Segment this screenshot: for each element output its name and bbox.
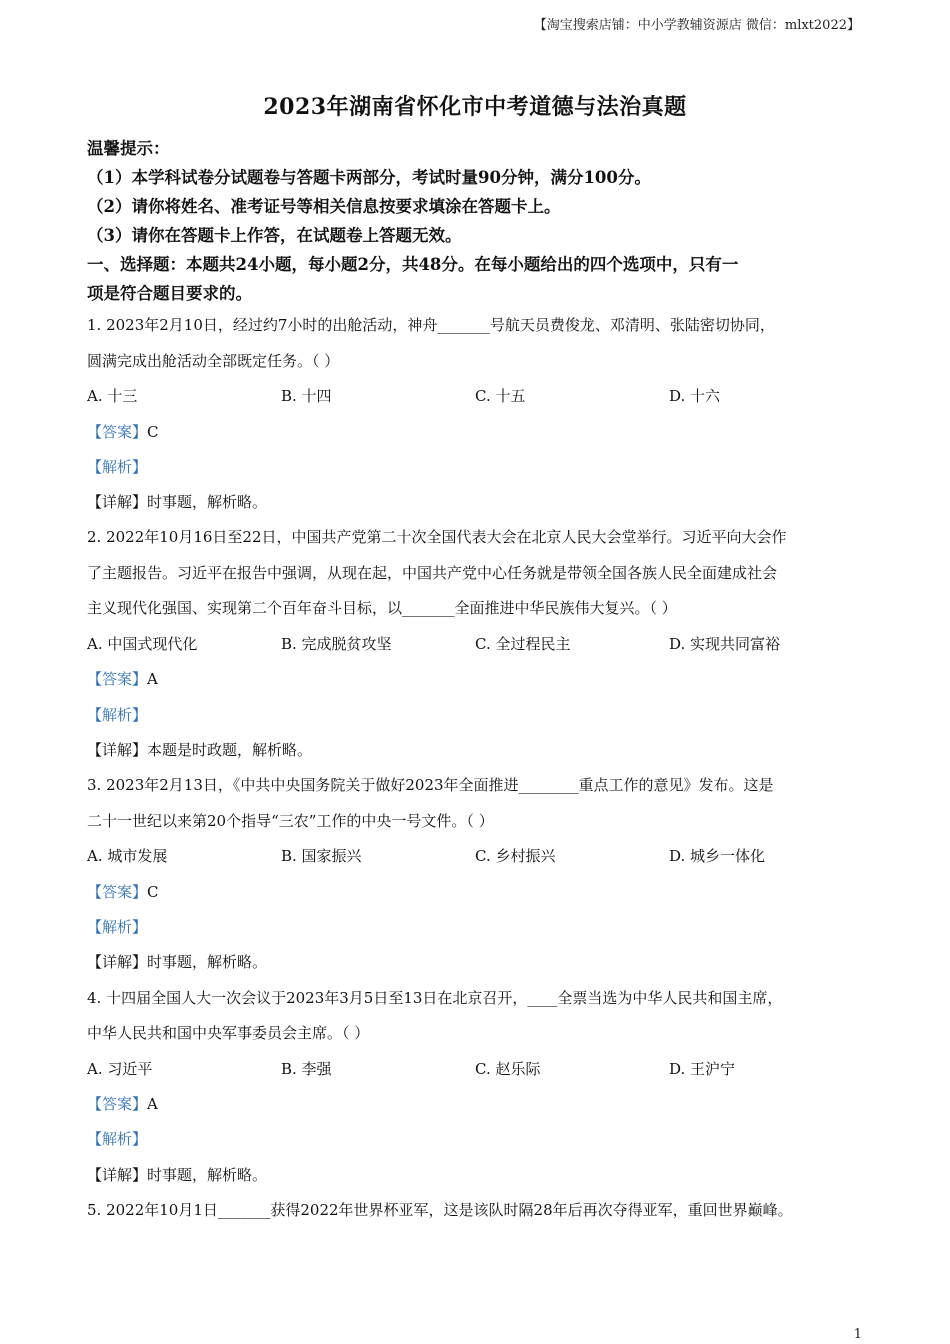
option-a: A. 十三 <box>87 387 138 405</box>
page-number: 1 <box>853 1327 862 1342</box>
analysis-row <box>87 1122 877 1157</box>
detail-row <box>87 1158 877 1193</box>
question-3 <box>87 768 877 980</box>
option-c: C. 赵乐际 <box>475 1059 541 1078</box>
detail-row <box>87 485 877 520</box>
question-text: 主义现代化强国、实现第二个百年奋斗目标，以_______全面推进中华民族伟大复兴。（ ） <box>87 599 677 618</box>
question-text: 1. 2023年2月10日，经过约7小时的出舱活动，神舟_______号航天员费俊龙、邓清明、张陆密切协同， <box>87 316 775 334</box>
page-title: 2023年湖南省怀化市中考道德与法治真题 <box>263 94 687 120</box>
detail-text: 时事题，解析略。 <box>147 493 268 512</box>
option-a: A. 中国式现代化 <box>87 634 198 653</box>
answer-value: A <box>147 670 158 689</box>
document-content <box>87 134 877 1229</box>
option-b: B. 李强 <box>281 1059 332 1078</box>
answer-row <box>87 875 877 910</box>
option-c: C. 十五 <box>475 387 526 405</box>
answer-value: A <box>147 1095 158 1114</box>
answer-label: 【答案】 <box>87 422 148 441</box>
detail-text: 本题是时政题，解析略。 <box>147 740 313 759</box>
answer-value: C <box>147 882 159 901</box>
option-b: B. 国家振兴 <box>281 847 362 866</box>
answer-row <box>87 415 877 450</box>
tip-item: （2）请你将姓名、准考证号等相关信息按要求填涂在答题卡上。 <box>87 197 561 216</box>
section-heading: 项是符合题目要求的。 <box>87 284 252 303</box>
analysis-label: 【解析】 <box>87 918 148 937</box>
answer-label: 【答案】 <box>87 882 148 901</box>
question-text: 2. 2022年10月16日至22日，中国共产党第二十次全国代表大会在北京人民大会堂举行。习近平向大会作 <box>87 528 787 547</box>
option-d: D. 王沪宁 <box>669 1059 736 1078</box>
option-a: A. 习近平 <box>87 1059 153 1078</box>
detail-row <box>87 945 877 980</box>
option-b: B. 完成脱贫攻坚 <box>281 634 392 653</box>
option-a: A. 城市发展 <box>87 847 168 866</box>
option-d: D. 城乡一体化 <box>669 847 766 866</box>
question-text: 二十一世纪以来第20个指导“三农”工作的中央一号文件。（ ） <box>87 811 494 830</box>
question-text: 圆满完成出舱活动全部既定任务。（ ） <box>87 351 340 370</box>
detail-label: 【详解】 <box>87 1165 148 1184</box>
question-options <box>87 627 877 663</box>
answer-label: 【答案】 <box>87 670 148 689</box>
option-c: C. 乡村振兴 <box>475 847 556 866</box>
detail-text: 时事题，解析略。 <box>147 1165 268 1184</box>
answer-value: C <box>147 422 159 441</box>
question-2 <box>87 520 877 768</box>
answer-row <box>87 662 877 697</box>
analysis-row <box>87 450 877 485</box>
analysis-row <box>87 698 877 733</box>
question-4 <box>87 981 877 1193</box>
tip-item: （1）本学科试卷分试题卷与答题卡两部分，考试时量90分钟，满分100分。 <box>87 168 651 187</box>
question-text: 中华人民共和国中央军事委员会主席。（ ） <box>87 1024 370 1043</box>
question-options <box>87 379 877 415</box>
detail-label: 【详解】 <box>87 953 148 972</box>
detail-label: 【详解】 <box>87 740 148 759</box>
question-1 <box>87 308 877 520</box>
answer-label: 【答案】 <box>87 1095 148 1114</box>
answer-row <box>87 1087 877 1122</box>
detail-label: 【详解】 <box>87 493 148 512</box>
detail-row <box>87 733 877 768</box>
option-d: D. 十六 <box>669 387 721 405</box>
question-text: 4. 十四届全国人大一次会议于2023年3月5日至13日在北京召开，____全票当选为中华人民共和国主席， <box>87 988 783 1007</box>
tips-heading: 温馨提示： <box>87 139 170 158</box>
section-heading: 一、选择题：本题共24小题，每小题2分，共48分。在每小题给出的四个选项中，只有一 <box>87 255 739 274</box>
analysis-label: 【解析】 <box>87 457 148 476</box>
detail-text: 时事题，解析略。 <box>147 953 268 972</box>
header-note: 【淘宝搜索店铺：中小学教辅资源店 微信：mlxt2022】 <box>533 18 860 33</box>
option-b: B. 十四 <box>281 387 332 405</box>
question-text: 3. 2023年2月13日，《中共中央国务院关于做好2023年全面推进________重点工作的意见》发布。这是 <box>87 776 774 795</box>
option-d: D. 实现共同富裕 <box>669 634 781 653</box>
analysis-label: 【解析】 <box>87 705 148 724</box>
analysis-label: 【解析】 <box>87 1130 148 1149</box>
analysis-row <box>87 910 877 945</box>
tip-item: （3）请你在答题卡上作答，在试题卷上答题无效。 <box>87 226 462 245</box>
question-options <box>87 1052 877 1088</box>
option-c: C. 全过程民主 <box>475 634 571 653</box>
question-options <box>87 839 877 875</box>
question-text: 5. 2022年10月1日_______获得2022年世界杯亚军，这是该队时隔28年后再次夺得亚军，重回世界巅峰。 <box>87 1201 793 1220</box>
question-text: 了主题报告。习近平在报告中强调，从现在起，中国共产党中心任务就是带领全国各族人民全面建成社会 <box>87 563 778 582</box>
question-5 <box>87 1193 877 1229</box>
